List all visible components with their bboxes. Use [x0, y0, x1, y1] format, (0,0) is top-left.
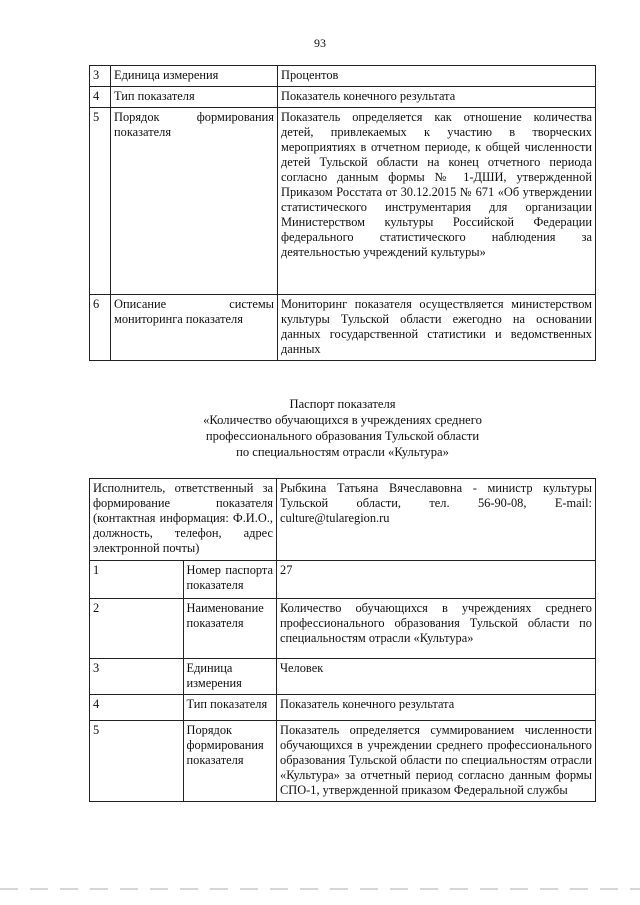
passport-title	[89, 396, 596, 460]
row-value: Количество обучающихся в учреждениях среднего профессионального образования Тульской области по специальностям отрасли «Культура»	[277, 599, 596, 659]
row-value: Процентов	[278, 66, 596, 87]
row-value: Мониторинг показателя осуществляется министерством культуры Тульской области ежегодно на основании данных государственной статистики и ведомственных данных	[278, 295, 596, 361]
responsible-label: Исполнитель, ответственный за формирование показателя (контактная информация: Ф.И.О., должность, телефон, адрес электронной почты)	[90, 479, 277, 561]
row-value: Показатель определяется как отношение количества детей, привлекаемых к участию в творческих мероприятиях в отчетном периоде, к общей численности детей Тульской области на конец отчетного периода согласно данным формы № 1-ДШИ, утвержденной Приказом Росстата от 30.12.2015 № 671 «Об утверждении статистического инструментария для организации Министерством культуры Российской Федерации федерального статистического наблюдения за деятельностью учреждений культуры»	[278, 108, 596, 295]
row-number: 2	[90, 599, 184, 659]
indicator-passport-table	[89, 478, 596, 802]
table-row	[90, 599, 596, 659]
passport-name-line: профессионального образования Тульской области	[205, 429, 480, 443]
row-label: Описание системы мониторинга показателя	[111, 295, 278, 361]
table-row	[90, 108, 596, 295]
row-number: 6	[90, 295, 111, 361]
passport-heading: Паспорт показателя	[289, 397, 396, 411]
responsible-value: Рыбкина Татьяна Вячеславовна - министр культуры Тульской области, тел. 56-90-08, E-mail: culture@tularegion.ru	[277, 479, 596, 561]
row-number: 4	[90, 87, 111, 108]
row-number: 3	[90, 66, 111, 87]
scan-edge-artifact	[0, 888, 640, 890]
table-row	[90, 295, 596, 361]
row-label: Наименование показателя	[183, 599, 277, 659]
row-label: Порядок формирования показателя	[183, 721, 277, 802]
row-number: 5	[90, 721, 184, 802]
row-label: Тип показателя	[111, 87, 278, 108]
table-row	[90, 659, 596, 695]
row-label: Единица измерения	[111, 66, 278, 87]
indicator-table-continued	[89, 65, 596, 361]
row-label: Номер паспорта показателя	[183, 561, 277, 599]
passport-name-line: по специальностям отрасли «Культура»	[236, 445, 449, 459]
row-value: Показатель конечного результата	[278, 87, 596, 108]
row-number: 4	[90, 695, 184, 721]
page-number: 93	[314, 36, 326, 50]
table-row	[90, 721, 596, 802]
row-value: Показатель определяется суммированием численности обучающихся в учреждении среднего профессионального образования Тульской области по специальностям отрасли «Культура» за отчетный период согласно данным формы СПО-1, утвержденной приказом Федеральной службы	[277, 721, 596, 802]
responsible-row	[90, 479, 596, 561]
passport-name-line: «Количество обучающихся в учреждениях среднего	[203, 413, 482, 427]
table-row	[90, 561, 596, 599]
row-number: 5	[90, 108, 111, 295]
table-row	[90, 695, 596, 721]
row-value: Человек	[277, 659, 596, 695]
row-value: 27	[277, 561, 596, 599]
row-label: Единица измерения	[183, 659, 277, 695]
row-label: Тип показателя	[183, 695, 277, 721]
table-row	[90, 66, 596, 87]
table-row	[90, 87, 596, 108]
row-value: Показатель конечного результата	[277, 695, 596, 721]
row-number: 1	[90, 561, 184, 599]
row-number: 3	[90, 659, 184, 695]
row-label: Порядок формирования показателя	[111, 108, 278, 295]
